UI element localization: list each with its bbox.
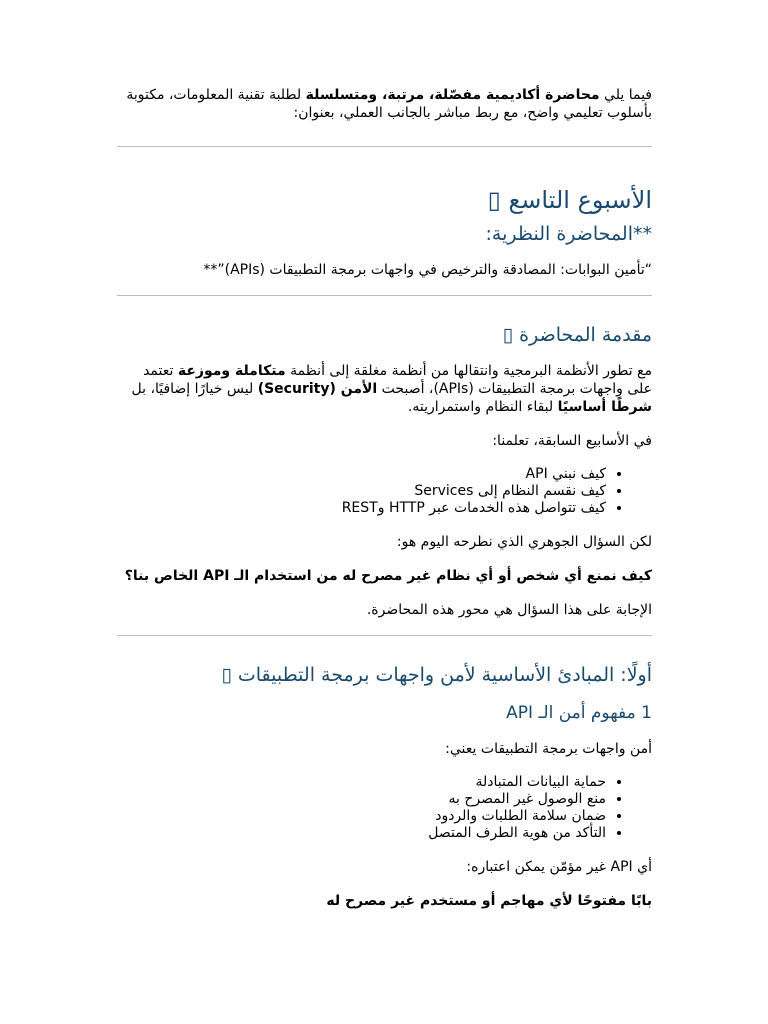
placeholder-box-icon: ▯ xyxy=(502,324,514,346)
list-item: • كيف تتواصل هذه الخدمات عبر HTTP وREST xyxy=(117,500,606,517)
list-item: • كيف نقسم النظام إلى Services xyxy=(117,483,606,500)
list-item: • التأكد من هوية الطرف المتصل xyxy=(117,825,606,842)
bold-run: شرطًا أساسيًا xyxy=(557,399,652,415)
lecture-title: “تأمين البوابات: المصادقة والترخيص في واجهات برمجة التطبيقات (APIs)”** xyxy=(203,262,652,278)
list-item: • كيف نبني API xyxy=(117,466,606,483)
section1-subheading: 1 مفهوم أمن الـ API xyxy=(506,703,652,723)
text-run: ليس خيارًا إضافيًا، بل xyxy=(131,381,258,397)
previous-weeks-list xyxy=(117,466,652,517)
divider xyxy=(117,295,652,296)
bold-run: متكاملة وموزعة xyxy=(177,363,286,379)
intro-section-paragraph xyxy=(117,362,652,416)
lecture-subheading: **المحاضرة النظرية: xyxy=(485,223,652,245)
previous-weeks-text: في الأسابيع السابقة، تعلمنا: xyxy=(492,433,652,449)
section1-heading xyxy=(117,662,652,688)
week-heading xyxy=(117,185,652,215)
open-door-statement: بابًا مفتوحًا لأي مهاجم أو مستخدم غير مصرح له xyxy=(326,893,652,909)
list-item: • حماية البيانات المتبادلة xyxy=(117,774,606,791)
document-content xyxy=(117,86,652,910)
unsecured-api-text: أي API غير مؤمّن يمكن اعتباره: xyxy=(466,859,652,875)
placeholder-box-icon: ▯ xyxy=(487,186,501,214)
api-security-list xyxy=(117,774,652,842)
core-question: كيف نمنع أي شخص أو أي نظام غير مصرح له من استخدام الـ API الخاص بنا؟ xyxy=(124,568,652,584)
api-security-definition: أمن واجهات برمجة التطبيقات يعني: xyxy=(445,741,652,757)
intro-text-1: فيما يلي xyxy=(599,87,652,103)
list-item: • ضمان سلامة الطلبات والردود xyxy=(117,808,606,825)
bold-run: الأمن (Security) xyxy=(257,381,378,397)
text-run: تعتمد على واجهات برمجة التطبيقات (APIs)، أصبحت xyxy=(143,363,652,397)
text-run: لبقاء النظام واستمراريته. xyxy=(407,399,558,415)
divider xyxy=(117,635,652,636)
intro-section-heading-text: مقدمة المحاضرة xyxy=(513,324,652,346)
section1-heading-text: أولًا: المبادئ الأساسية لأمن واجهات برمجة التطبيقات xyxy=(231,664,652,686)
intro-text-2: لطلبة تقنية المعلومات، مكتوبة بأسلوب تعليمي واضح، مع ربط مباشر بالجانب العملي، بعنوان: xyxy=(126,87,652,121)
answer-text: الإجابة على هذا السؤال هي محور هذه المحاضرة. xyxy=(366,602,652,618)
core-question-intro: لكن السؤال الجوهري الذي نطرحه اليوم هو: xyxy=(396,534,652,550)
text-run: مع تطور الأنظمة البرمجية وانتقالها من أنظمة مغلقة إلى أنظمة xyxy=(285,363,652,379)
week-heading-text: الأسبوع التاسع xyxy=(500,186,652,214)
intro-bold: محاضرة أكاديمية مفصّلة، مرتبة، ومتسلسلة xyxy=(305,87,600,103)
placeholder-box-icon: ▯ xyxy=(221,664,232,686)
intro-section-heading xyxy=(117,322,652,348)
list-item: • منع الوصول غير المصرح به xyxy=(117,791,606,808)
intro-paragraph xyxy=(117,86,652,122)
divider xyxy=(117,146,652,147)
